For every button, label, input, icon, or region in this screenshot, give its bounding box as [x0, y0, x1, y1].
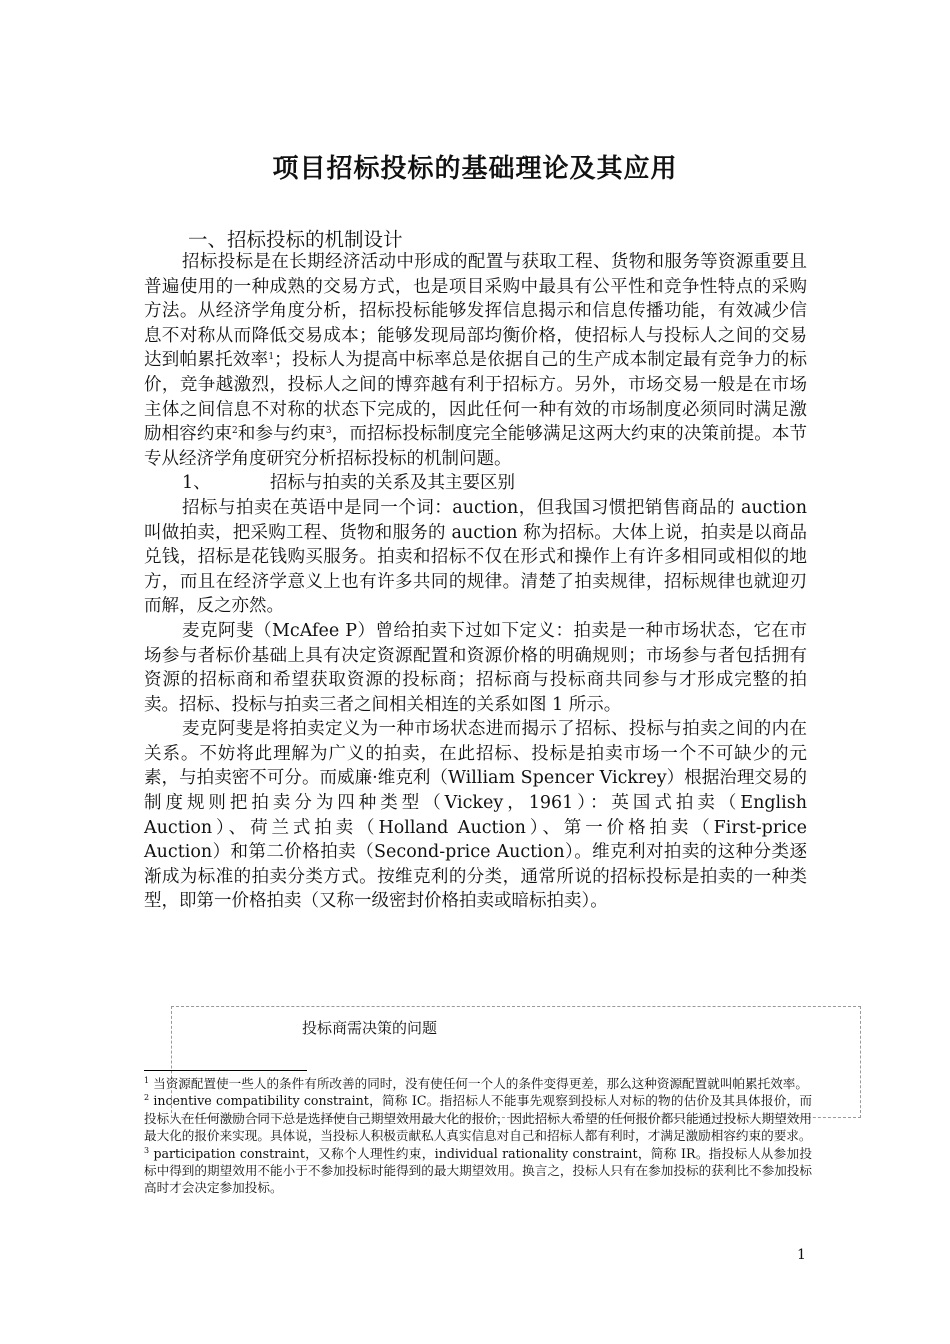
section-heading: 一、招标投标的机制设计	[188, 228, 403, 251]
paragraph-auction-definition: 招标与拍卖在英语中是同一个词：auction，但我国习惯把销售商品的 auction 叫做拍卖，把采购工程、货物和服务的 auction 称为招标。大体上说，拍卖是以商品兑钱，招标是花钱购买服务。拍卖和招标不仅在形式和操作上有许多相同或相似的地方，而且在经济学意义上也有许多共同的规律。清楚了拍卖规律，招标规律也就迎刃而解，反之亦然。	[144, 497, 807, 617]
footnote-ref-1[interactable]: 1	[268, 352, 275, 363]
page-number: 1	[797, 1247, 806, 1263]
document-title: 项目招标投标的基础理论及其应用	[272, 154, 678, 184]
paragraph-vickrey-classification: 麦克阿斐是将拍卖定义为一种市场状态进而揭示了招标、投标与拍卖之间的内在关系。不妨将此理解为广义的拍卖，在此招标、投标是拍卖市场一个不可缺少的元素，与拍卖密不可分。而威廉·维克利（William Spencer Vickrey）根据治理交易的制度规则把拍卖分为四种类型（Vickey，1961）：英国式拍卖（English Auction）、荷兰式拍卖（Holland Auction）、第一价格拍卖（First-price Auction）和第二价格拍卖（Second-price Auction）。维克利对拍卖的这种分类逐渐成为标准的拍卖分类方式。按维克利的分类，通常所说的招标投标是拍卖的一种类型，即第一价格拍卖（又称一级密封价格拍卖或暗标拍卖）。	[144, 719, 807, 912]
footnotes	[144, 1075, 812, 1197]
footnote-3: $^3$ participation constraint，又称个人理性约束，individual rationality constraint，简称 IR。指投标人从参加投标中得到的期望效用不能小于不参加投标时能得到的最大期望效用。换言之，投标人只有在参加投标的获利比不参加投标高时才会决定参加投标。	[144, 1145, 812, 1196]
footnote-separator	[144, 1070, 307, 1071]
body-section-1	[144, 250, 807, 914]
footnote-2: $^2$ incentive compatibility constraint，简称 IC。指招标人不能事先观察到投标人对标的物的估价及其具体报价，而投标人在任何激励合同下总是选择使自己期望效用最大化的报价，因此招标人希望的任何报价都只能通过投标人期望效用最大化的报价来实现。具体说，当投标人积极贡献私人真实信息对自己和招标人都有利时，才满足激励相容约束的要求。	[144, 1093, 812, 1144]
footnote-ref-2[interactable]: 2	[232, 426, 238, 437]
footnote-ref-3[interactable]: 3	[325, 426, 332, 437]
paragraph-mcafee-definition: 麦克阿斐（McAfee P）曾给拍卖下过如下定义：拍卖是一种市场状态，它在市场参与者标价基础上具有决定资源配置和资源价格的明确规则；市场参与者包括拥有资源的招标商和希望获取资源的投标商；招标商与投标商共同参与才形成完整的拍卖。招标、投标与拍卖三者之间相关相连的关系如图 1 所示。	[144, 620, 807, 715]
footnote-1: $^1$ 当资源配置使一些人的条件有所改善的同时，没有使任何一个人的条件变得更差，那么这种资源配置就叫帕累托效率。	[144, 1076, 808, 1091]
subsection-title: 招标与拍卖的关系及其主要区别	[270, 473, 515, 494]
paragraph-intro: 招标投标是在长期经济活动中形成的配置与获取工程、货物和服务等资源重要且普遍使用的一种成熟的交易方式，也是项目采购中最具有公平性和竞争性特点的采购方法。从经济学角度分析，招标投标能够发挥信息揭示和信息传播功能，有效减少信息不对称从而降低交易成本；能够发现局部均衡价格，使招标人与投标人之间的交易达到帕累托效率$^1$；投标人为提高中标率总是依据自己的生产成本制定最有竞争力的标价，竞争越激烈，投标人之间的博弈越有利于招标方。另外，市场交易一般是在市场主体之间信息不对称的状态下完成的，因此任何一种有效的市场制度必须同时满足激励相容约束$^2$和参与约束$^3$，而招标投标制度完全能够满足这两大约束的决策前提。本节专从经济学角度研究分析招标投标的机制问题。	[144, 252, 808, 469]
subsection-number: 1、	[182, 473, 211, 494]
figure-box-label: 投标商需决策的问题	[302, 1019, 438, 1037]
subsection-heading	[144, 471, 807, 496]
